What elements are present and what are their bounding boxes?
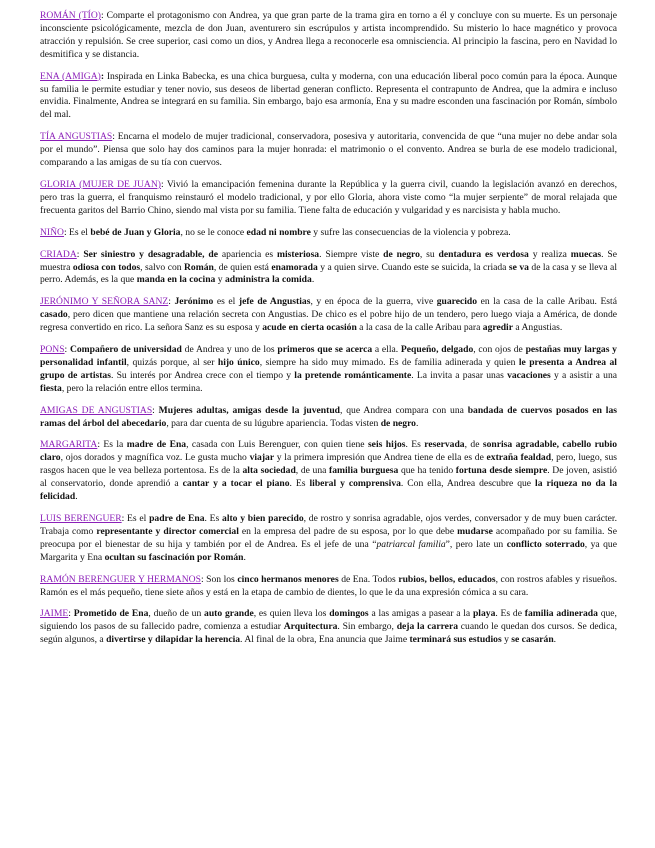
bold-text: sonrisa agradable, cabello rubio claro [40, 439, 617, 464]
bold-text: fiesta [40, 382, 62, 394]
body-text: , ya que Margarita y Ena [40, 538, 617, 563]
body-text: . Es [289, 478, 310, 490]
bold-text: Prometido de Ena [73, 608, 149, 620]
body-text: , ojos dorados y magnífica voz. Le gusta mucho [60, 452, 250, 464]
body-text: a las amigas a pasear a la [368, 608, 473, 620]
bold-text: acude en cierta ocasión [262, 322, 357, 334]
character-entry [40, 513, 617, 565]
body-text: , con rostros afables y risueños. Ramón es el más pequeño, tiene siete años y está en la etapa de cambio de dientes, lo que le da una expresión cómica a su cara. [40, 573, 617, 598]
body-text: de Ena. Todos [338, 573, 399, 585]
body-text: a Angustias. [512, 322, 563, 334]
character-entry [40, 131, 617, 170]
body-text: , casada con Luis Berenguer, con quien tiene [186, 439, 368, 451]
bold-text: misteriosa [277, 248, 320, 260]
bold-text: Pequeño, delgado [400, 344, 474, 356]
body-text: : Es la [97, 439, 127, 451]
body-text: . [553, 634, 557, 646]
bold-text: hijo único [217, 356, 260, 368]
bold-text: casado [40, 309, 68, 321]
body-text: , salvo con [140, 261, 184, 273]
body-text: cuando le quedan dos cursos. Se dedica, según algunos, a [40, 621, 617, 646]
bold-text: deja la carrera [396, 621, 459, 633]
body-text: a la casa de la calle Aribau para [356, 322, 483, 334]
body-text: , no se le conoce [180, 226, 247, 238]
body-text: . Es [204, 513, 223, 524]
body-text: : Son los [200, 573, 238, 585]
bold-text: familia burguesa [329, 465, 399, 477]
character-name-link[interactable]: ENA (AMIGA) [40, 70, 101, 82]
character-entry [40, 344, 617, 396]
body-text: ”, pero late un [445, 538, 507, 550]
character-name-link[interactable]: JAIME [40, 608, 69, 620]
bold-text: ocultan su fascinación por Román [104, 551, 244, 563]
body-text: , que Andrea compara con una [340, 404, 468, 416]
character-name-link[interactable]: RAMÓN BERENGUER Y HERMANOS [40, 573, 201, 585]
body-text: : [64, 344, 70, 356]
body-text: apariencia es [218, 248, 277, 260]
bold-text: manda en la cocina [136, 274, 216, 286]
body-text: de Andrea y uno de los [181, 344, 278, 356]
body-text: : Es el [121, 513, 150, 524]
body-text: , pero la relación entre ellos termina. [61, 382, 203, 394]
body-text: : [168, 296, 175, 308]
bold-text: bebé de Juan y Gloria [90, 226, 181, 238]
bold-text: pestañas muy largas y personalidad infantil [40, 344, 617, 368]
character-name-link[interactable]: NIÑO [40, 226, 64, 238]
character-entry [40, 249, 617, 288]
bold-text: enamorada [271, 261, 318, 273]
body-text: acompañado por su familia. Se preocupa por el bienestar de su hija y también por el de Andrea. Es el jefe de una “ [40, 525, 618, 550]
bold-text: domingos [329, 608, 369, 620]
body-text: . [75, 491, 78, 503]
body-text: y a asistir a una [550, 369, 618, 381]
character-list [40, 10, 617, 647]
body-text: . [311, 274, 315, 286]
bold-text: : [100, 70, 105, 82]
bold-text: Jerónimo [174, 296, 214, 308]
bold-text: agredir [482, 322, 513, 334]
body-text: : Encarna el modelo de mujer tradicional, conservadora, posesiva y autoritaria, convencida de que “una mujer no debe andar sola por el mundo”. Piensa que solo hay dos caminos para la mujer honrada: el matrimonio o el convento. Andrea se burla de ese modelo tradicional, comparando a las amigas de su tía con cuervos. [40, 131, 617, 169]
bold-text: se casarán [511, 634, 554, 646]
bold-text: le presenta a Andrea al grupo de artistas [40, 356, 617, 381]
character-name-link[interactable]: LUIS BERENGUER [40, 513, 122, 524]
body-text: de la casa y se lleva al perro. Además, es la que [40, 261, 617, 286]
character-entry [40, 179, 617, 218]
character-name-link[interactable]: JERÓNIMO Y SEÑORA SANZ [40, 296, 169, 308]
character-entry [40, 227, 617, 240]
bold-text: familia adinerada [524, 608, 598, 620]
body-text: y la primera impresión que Andrea tiene de ella es de [274, 452, 487, 464]
bold-text: mudarse [457, 525, 493, 537]
body-text: , de una [295, 465, 330, 477]
body-text: y a quien sirve. Cuando este se suicida, la criada [317, 261, 509, 273]
character-entry [40, 405, 617, 431]
bold-text: alto y bien parecido [222, 513, 304, 524]
bold-text: cantar y a tocar el piano [182, 478, 290, 490]
body-text: . Se muestra [40, 248, 617, 273]
bold-text: rubios, bellos, educados [398, 573, 496, 585]
body-text: : Vivió la emancipación femenina durante la República y la guerra civil, cuando la legislación avanzó en derechos, pero tras la guerra, el franquismo reinstauró el modelo tradicional, y por ello Gloria, ahora viste como “la mujer serpiente” de moral relajada que frecuenta garitos del Barrio Chino, siendo mal vista por su familia. Tiene falta de educación y vulgaridad y es narcisista y habla mucho. [40, 178, 617, 216]
bold-text: padre de Ena [149, 513, 205, 524]
bold-text: alta sociedad [242, 465, 296, 477]
character-name-link[interactable]: GLORIA (MUJER DE JUAN) [40, 178, 161, 190]
body-text: , de rostro y sonrisa agradable, ojos verdes, conversador y de muy buen carácter. Trabaja como [40, 513, 617, 537]
body-text: , quizás porque, al ser [126, 356, 218, 368]
body-text: y [215, 274, 225, 286]
body-text: que ha tenido [398, 465, 456, 477]
character-entry [40, 10, 617, 62]
body-text: , y en época de la guerra, vive [310, 296, 437, 308]
body-text: , de [464, 439, 483, 451]
bold-text: extraña fealdad [486, 452, 552, 464]
body-text: en la empresa del padre de su esposa, por lo que debe [238, 525, 458, 537]
body-text: . [243, 551, 246, 563]
body-text: en la casa de la calle Aribau. Está [477, 296, 617, 308]
body-text: . De joven, asistió al conservatorio, donde aprendió a [40, 465, 617, 490]
body-text: : Comparte el protagonismo con Andrea, ya que gran parte de la trama gira en torno a él y concluye con su muerte. Es un personaje inconsciente psicológicamente, mezcla de don Juan, aventurero sin escrúpulos y artista incomprendido. Su misterio lo hace magnético y provoca atracción y repulsión. Se cree superior, casi como un dios, y Andrea llega a reconocerle esa omnisciencia. Al principio la fascina, pero en Navidad lo desmitifica y se distancia. [40, 10, 617, 60]
bold-text: divertirse y dilapidar la herencia [106, 634, 241, 646]
body-text: , es quien lleva los [253, 608, 330, 620]
bold-text: madre de Ena [126, 439, 187, 451]
body-text: . Es de [495, 608, 525, 620]
bold-text: jefe de Angustias [238, 296, 311, 308]
bold-text: cinco hermanos menores [237, 573, 339, 585]
bold-text: playa [472, 608, 496, 620]
body-text: : [68, 608, 74, 620]
body-text: es el [213, 296, 239, 308]
body-text: . La invita a pasar unas [411, 369, 508, 381]
body-text: : [152, 404, 159, 416]
bold-text: Compañero de universidad [69, 344, 182, 356]
character-name-link[interactable]: MARGARITA [40, 439, 98, 451]
character-entry [40, 71, 617, 123]
body-text: . [415, 417, 419, 429]
body-text: . Sin embargo, [337, 621, 397, 633]
bold-text: terminará sus estudios [409, 634, 502, 646]
character-name-link[interactable]: CRIADA [40, 248, 77, 260]
body-text: y realiza [528, 248, 571, 260]
body-text: : [76, 248, 84, 260]
bold-text: bandada de cuervos posados en las ramas del árbol del abecedario [40, 404, 617, 429]
bold-text: odiosa con todos [72, 261, 141, 273]
body-text: Inspirada en Linka Babecka, es una chica burguesa, culta y moderna, con una educación liberal poco común para la época. Aunque su familia le permite estudiar y tener novio, sus deseos de libertad generan conflicto. Representa el contrapunto de Andrea, que la admira e incluso envidia. Finalmente, Andrea se integrará en su familia. Sin embargo, bajo esa armonía, Ena y su madre esconden una fascinación por Román, símbolo del mal. [40, 70, 617, 121]
body-text: . Con ella, Andrea descubre que [400, 478, 536, 490]
body-text: y [501, 634, 512, 646]
character-name-link[interactable]: TÍA ANGUSTIAS [40, 131, 113, 143]
character-entry [40, 439, 617, 504]
bold-text: fortuna desde siempre [455, 465, 548, 477]
body-text: . Al final de la obra, Ena anuncia que Jaime [240, 634, 410, 646]
bold-text: auto grande [204, 608, 254, 620]
character-entry [40, 296, 617, 335]
character-name-link[interactable]: AMIGAS DE ANGUSTIAS [40, 404, 153, 416]
bold-text: dentadura es verdosa [438, 248, 529, 260]
bold-text: la riqueza no da la felicidad [40, 478, 618, 503]
character-name-link[interactable]: PONS [40, 344, 65, 356]
bold-text: conflicto soterrado [506, 538, 585, 550]
italic-text: patriarcal familia [376, 538, 446, 550]
bold-text: liberal y comprensiva [309, 478, 401, 490]
bold-text: Mujeres adultas, amigas desde la juventud [158, 404, 340, 416]
body-text: que, siguiendo los pasos de su fallecido padre, comienza a estudiar [40, 608, 617, 633]
bold-text: Arquitectura [283, 621, 338, 633]
bold-text: representante y director comercial [96, 525, 239, 537]
bold-text: se va [508, 261, 529, 273]
body-text: , su [419, 248, 439, 260]
body-text: , pero dicen que mantiene una relación secreta con Angustias. De chico es el pobre hijo de un tendero, pero luego viaja a América, de donde regresa convertido en rico. La señora Sanz es su esposa y [40, 309, 617, 334]
bold-text: Román [184, 261, 214, 273]
body-text: , dueño de un [148, 608, 205, 620]
body-text: , para dar cuenta de su lúgubre apariencia. Todas visten [166, 417, 381, 429]
character-entry [40, 574, 617, 600]
bold-text: primeros que se acerca [277, 344, 373, 356]
bold-text: guarecido [436, 296, 478, 308]
bold-text: administra la comida [224, 274, 312, 286]
bold-text: la pretende románticamente [294, 369, 412, 381]
body-text: : Es el [63, 226, 91, 238]
body-text: . Es [405, 439, 425, 451]
body-text: a ella. [372, 344, 401, 356]
body-text: , con ojos de [473, 344, 526, 356]
bold-text: edad ni nombre [246, 226, 311, 238]
bold-text: de negro [380, 417, 416, 429]
bold-text: viajar [249, 452, 275, 464]
body-text: , siempre ha sido muy mimado. Es de familia adinerada y quien [259, 356, 519, 368]
bold-text: de negro [383, 248, 420, 260]
bold-text: vacaciones [507, 369, 551, 381]
body-text: , de quien está [213, 261, 272, 273]
bold-text: Ser siniestro y desagradable, de [83, 248, 219, 260]
character-entry [40, 608, 617, 647]
body-text: . Su interés por Andrea crece con el tiempo y [110, 369, 295, 381]
bold-text: muecas [570, 248, 602, 260]
character-name-link[interactable]: ROMÁN (TÍO) [40, 10, 101, 21]
body-text: . Siempre viste [319, 248, 384, 260]
bold-text: reservada [424, 439, 465, 451]
bold-text: seis hijos [367, 439, 406, 451]
body-text: y sufre las consecuencias de la violencia y pobreza. [310, 226, 511, 238]
body-text: , pero, luego, sus rasgos hacen que le vea belleza portentosa. Es de la [40, 452, 617, 477]
